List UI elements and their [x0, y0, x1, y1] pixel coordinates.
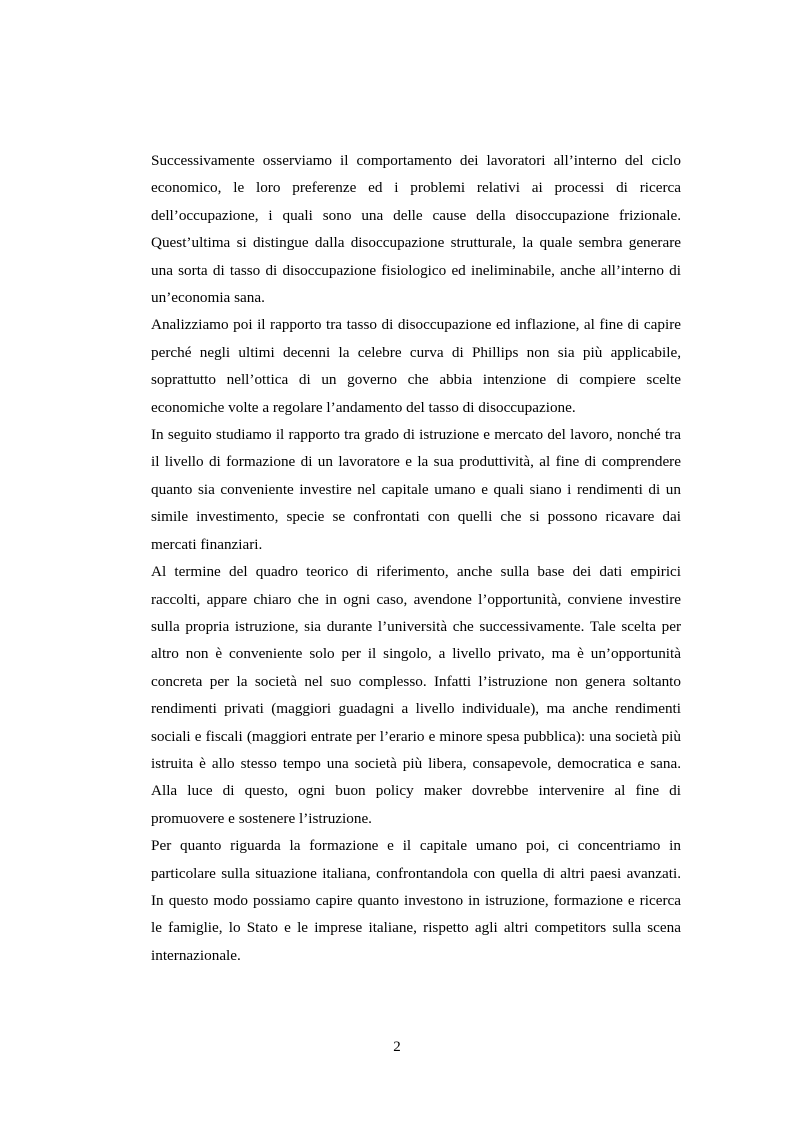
page-number: 2 [393, 1039, 401, 1055]
paragraph-education-returns: Al termine del quadro teorico di riferimento, anche sulla base dei dati empirici raccolti, appare chiaro che in ogni caso, avendone l’opportunità, conviene investire sulla propria istruzione, sia durante l’università che successivamente. Tale scelta per altro non è conveniente solo per il singolo, a livello privato, ma è un’opportunità concreta per la società nel suo complesso. Infatti l’istruzione non genera soltanto rendimenti privati (maggiori guadagni a livello individuale), ma anche rendimenti sociali e fiscali (maggiori entrate per l’erario e minore spesa pubblica): una società più istruita è allo stesso tempo una società più libera, consapevole, democratica e sana. Alla luce di questo, ogni buon policy maker dovrebbe intervenire al fine di promuovere e sostenere l’istruzione. [151, 563, 681, 827]
paragraph-education-labour-market: In seguito studiamo il rapporto tra grado di istruzione e mercato del lavoro, nonché tra il livello di formazione di un lavoratore e la sua produttività, al fine di comprendere quanto sia conveniente investire nel capitale umano e quali siano i rendimenti di un simile investimento, specie se confrontati con quelli che si possono ricavare dai mercati finanziari. [151, 426, 681, 553]
paragraph-workers-behaviour: Successivamente osserviamo il comportamento dei lavoratori all’interno del ciclo economico, le loro preferenze ed i problemi relativi ai processi di ricerca dell’occupazione, i quali sono una delle cause della disoccupazione frizionale. Quest’ultima si distingue dalla disoccupazione strutturale, la quale sembra generare una sorta di tasso di disoccupazione fisiologico ed ineliminabile, anche all’interno di un’economia sana. [151, 152, 681, 307]
paragraph-phillips-curve: Analizziamo poi il rapporto tra tasso di disoccupazione ed inflazione, al fine di capire perché negli ultimi decenni la celebre curva di Phillips non sia più applicabile, soprattutto nell’ottica di un governo che abbia intenzione di compiere scelte economiche volte a regolare l’andamento del tasso di disoccupazione. [151, 316, 681, 416]
paragraph-italian-situation: Per quanto riguarda la formazione e il capitale umano poi, ci concentriamo in particolare sulla situazione italiana, confrontandola con quella di altri paesi avanzati. In questo modo possiamo capire quanto investono in istruzione, formazione e ricerca le famiglie, lo Stato e le imprese italiane, rispetto agli altri competitors sulla scena internazionale. [151, 837, 681, 964]
body-text [151, 147, 681, 969]
